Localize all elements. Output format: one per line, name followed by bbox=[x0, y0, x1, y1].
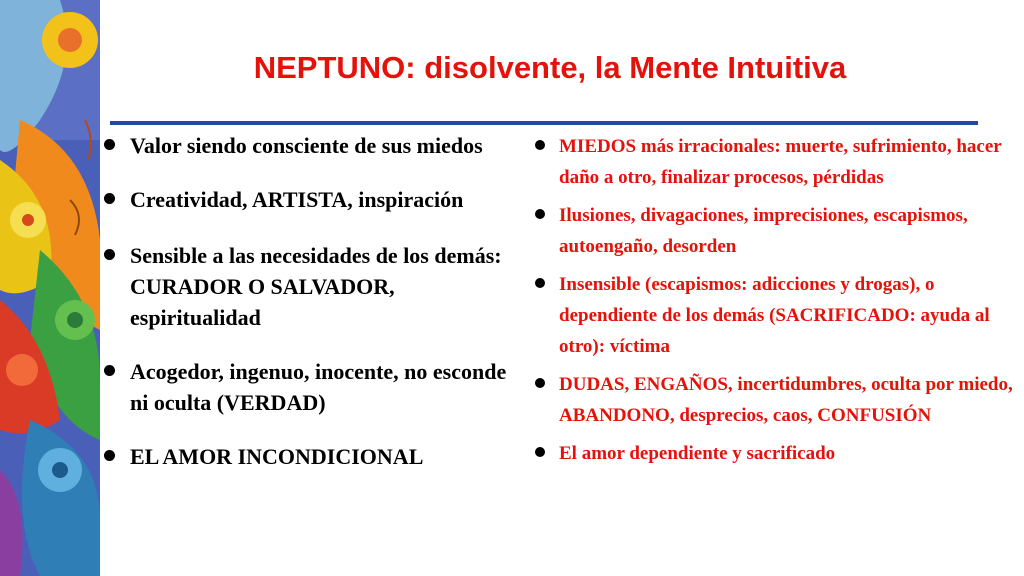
weaknesses-list bbox=[535, 131, 1015, 476]
list-item: El amor dependiente y sacrificado bbox=[535, 438, 1015, 469]
bullet-icon bbox=[104, 450, 115, 461]
slide-title: NEPTUNO: disolvente, la Mente Intuitiva bbox=[253, 50, 847, 85]
bullet-icon bbox=[535, 447, 545, 457]
bullet-icon bbox=[535, 140, 545, 150]
list-item: Creatividad, ARTISTA, inspiración bbox=[104, 184, 524, 215]
list-item: MIEDOS más irracionales: muerte, sufrimiento, hacer daño a otro, finalizar procesos, pérdidas bbox=[535, 131, 1015, 193]
list-item: Valor siendo consciente de sus miedos bbox=[104, 130, 524, 161]
bullet-icon bbox=[104, 365, 115, 376]
title-divider bbox=[110, 121, 978, 125]
strengths-list bbox=[104, 130, 524, 495]
list-item: DUDAS, ENGAÑOS, incertidumbres, oculta por miedo, ABANDONO, desprecios, caos, CONFUSIÓN bbox=[535, 369, 1015, 431]
bullet-icon bbox=[104, 249, 115, 260]
bullet-icon bbox=[535, 378, 545, 388]
mandala-decoration bbox=[0, 0, 100, 576]
list-item: Acogedor, ingenuo, inocente, no esconde ni oculta (VERDAD) bbox=[104, 356, 524, 418]
list-item: Insensible (escapismos: adicciones y drogas), o dependiente de los demás (SACRIFICADO: ayuda al otro): víctima bbox=[535, 269, 1015, 362]
list-item: EL AMOR INCONDICIONAL bbox=[104, 441, 524, 472]
bullet-icon bbox=[535, 209, 545, 219]
list-item: Sensible a las necesidades de los demás: CURADOR O SALVADOR, espiritualidad bbox=[104, 240, 524, 333]
bullet-icon bbox=[535, 278, 545, 288]
list-item: Ilusiones, divagaciones, imprecisiones, escapismos, autoengaño, desorden bbox=[535, 200, 1015, 262]
bullet-icon bbox=[104, 193, 115, 204]
bullet-icon bbox=[104, 139, 115, 150]
